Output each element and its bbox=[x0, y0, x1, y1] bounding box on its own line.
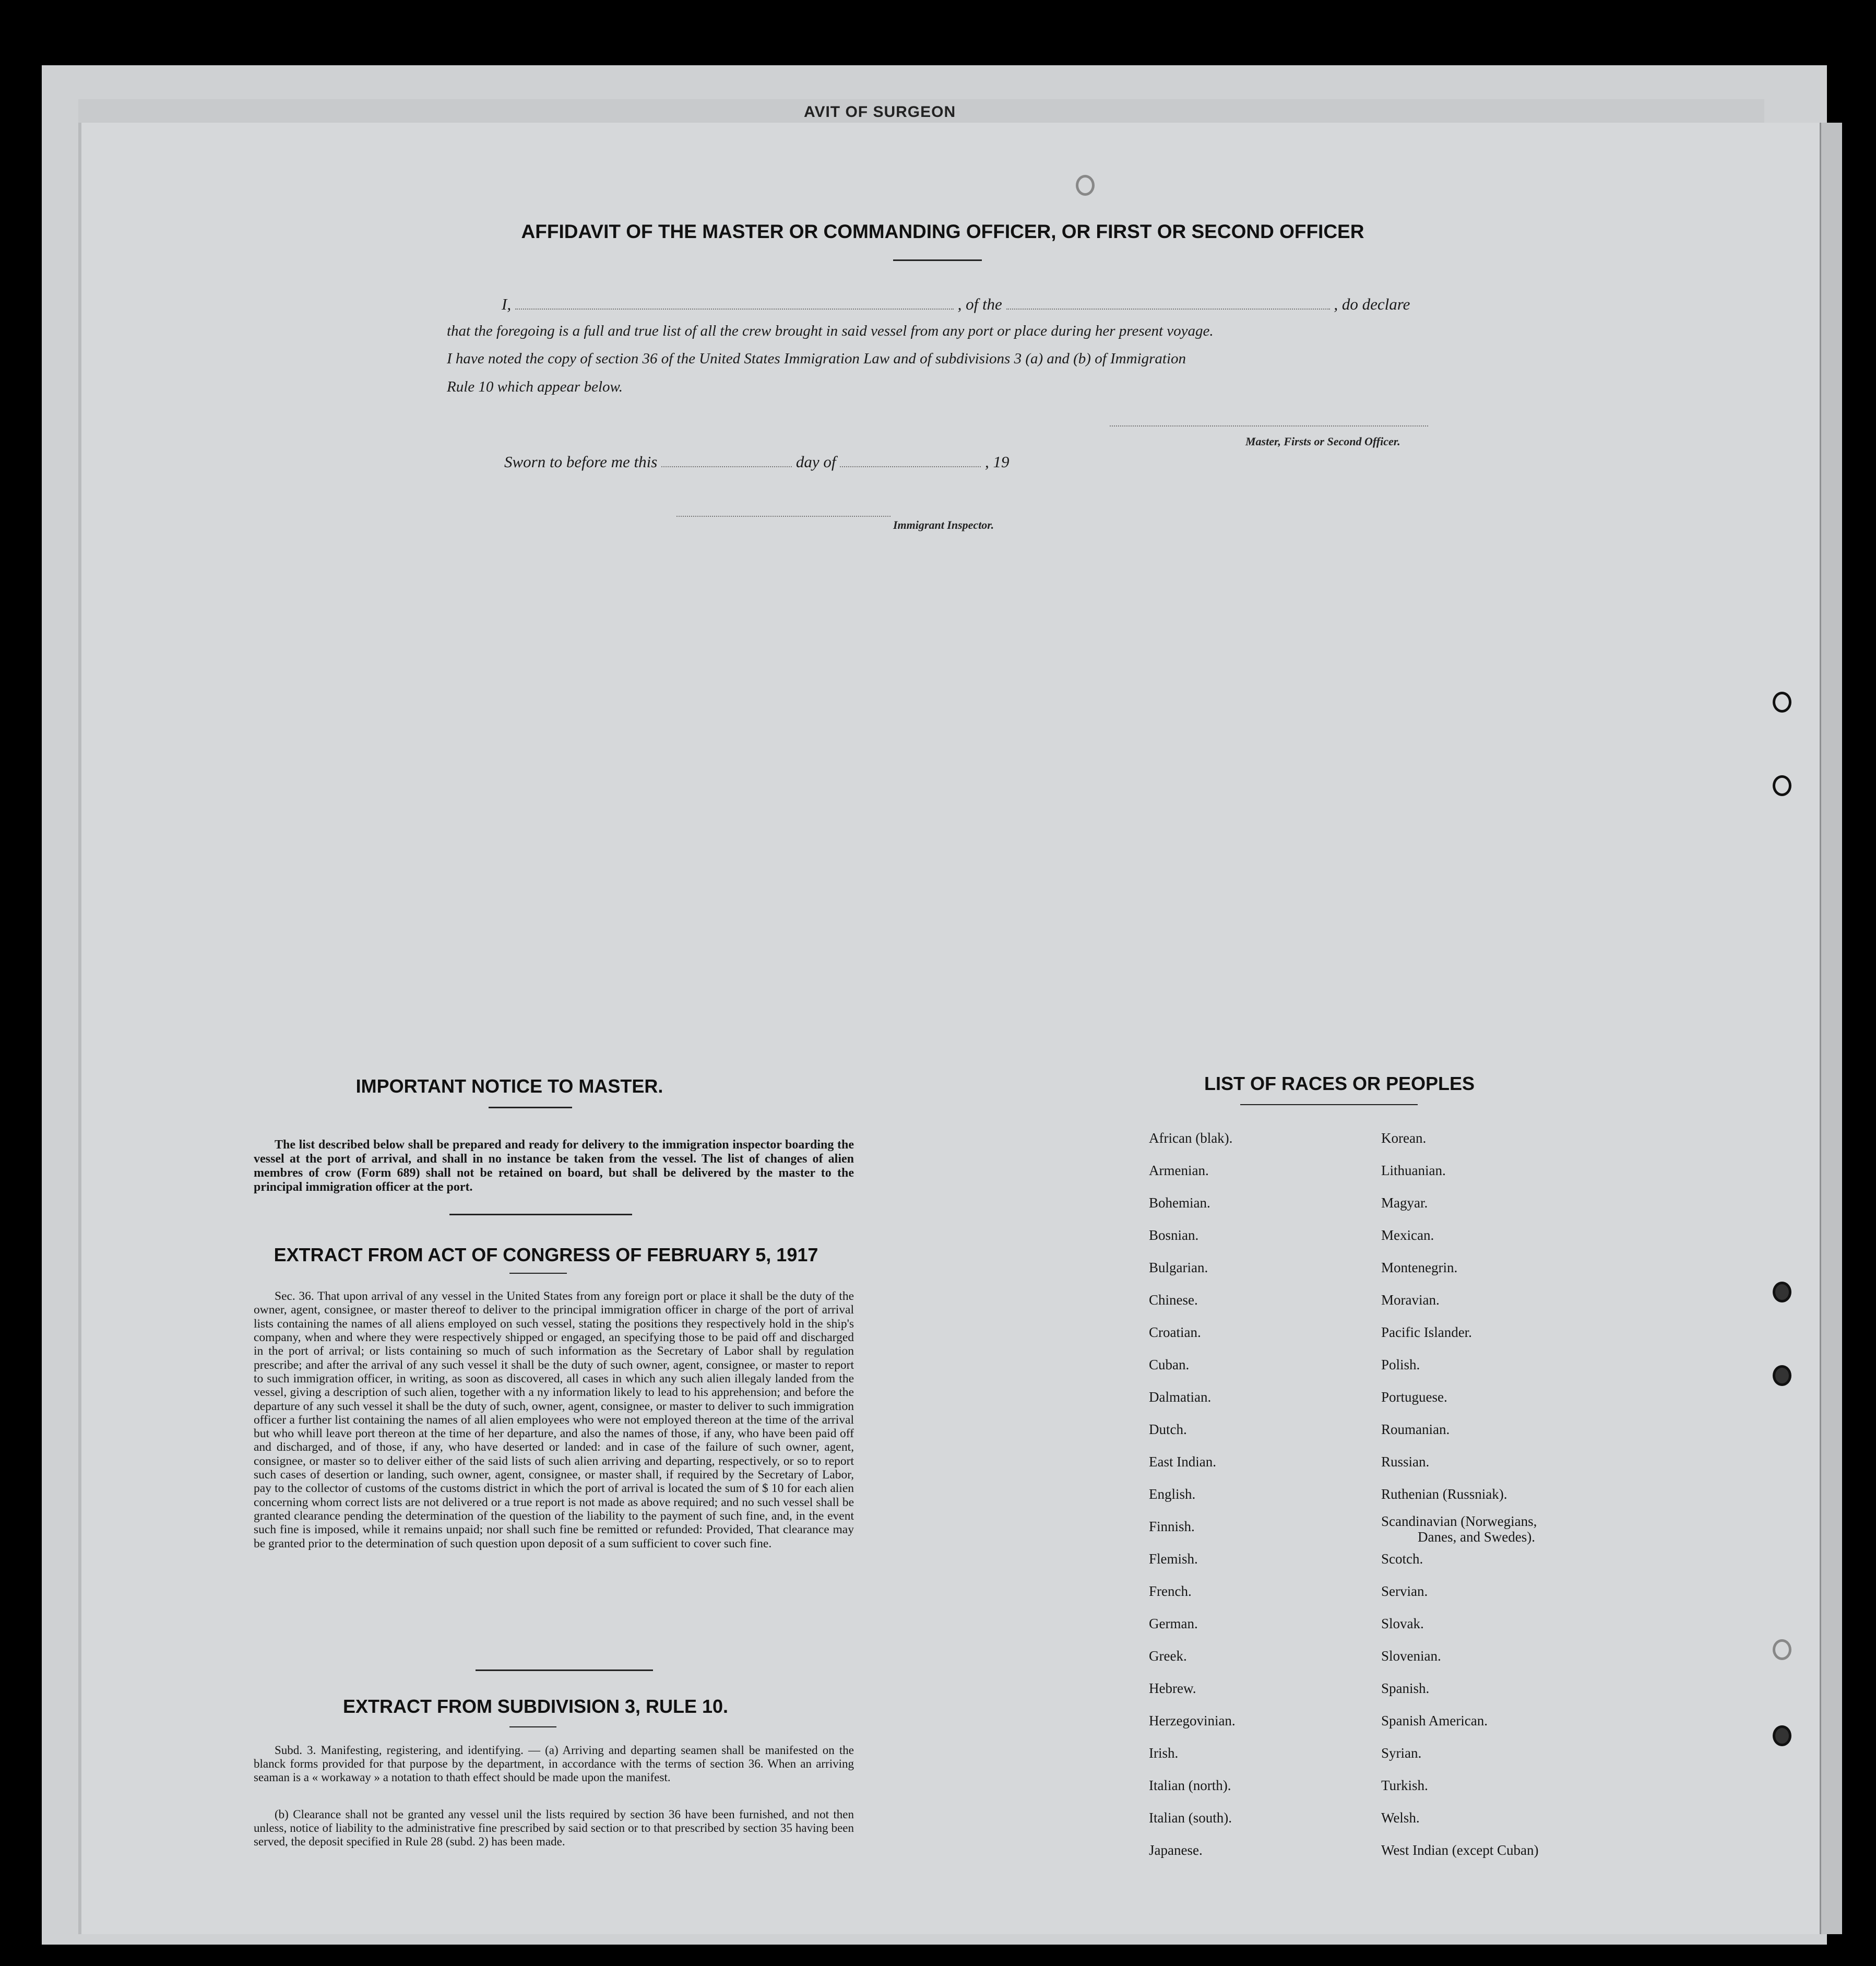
race-left-14: Flemish. bbox=[1149, 1551, 1198, 1567]
binder-hole-1 bbox=[1773, 692, 1791, 713]
race-left-21: Italian (north). bbox=[1149, 1778, 1231, 1793]
notice-end-rule bbox=[449, 1214, 632, 1215]
notice-body: The list described below shall be prepared and ready for delivery to the immigration inspector boarding the vessel at the port of arrival, and shall in no instance be taken from the vessel. The list of changes of alien membres of crow (Form 689) shall not be retained on board, but shall be delivered by the master to the principal immigration officer at the port. bbox=[254, 1138, 854, 1194]
race-left-22: Italian (south). bbox=[1149, 1810, 1232, 1826]
affidavit-of-the: , of the bbox=[957, 295, 1002, 313]
extract-rule-body-b: (b) Clearance shall not be granted any vessel unil the lists required by section 36 have been furnished, and not then unless, notice of liability to the administrative fine prescribed by said section or to that prescribed by section 35 having been served, the deposit specified in Rule 28 (subd. 2) has been made. bbox=[254, 1808, 854, 1848]
notice-title: IMPORTANT NOTICE TO MASTER. bbox=[355, 1075, 663, 1097]
binder-hole-3 bbox=[1773, 1282, 1791, 1302]
race-right-3: Magyar. bbox=[1381, 1195, 1428, 1211]
signature-line bbox=[1110, 425, 1428, 427]
signature-caption: Master, Firsts or Second Officer. bbox=[1245, 435, 1400, 448]
extract-act-title-rule bbox=[509, 1273, 567, 1274]
notice-title-rule bbox=[489, 1107, 572, 1108]
race-right-1: Korean. bbox=[1381, 1130, 1427, 1146]
race-right-4: Mexican. bbox=[1381, 1227, 1434, 1243]
race-left-23: Japanese. bbox=[1149, 1842, 1203, 1858]
race-left-12: English. bbox=[1149, 1486, 1196, 1502]
race-right-7: Pacific Islander. bbox=[1381, 1324, 1472, 1340]
affidavit-line-4: Rule 10 which appear below. bbox=[447, 378, 623, 395]
extract-act-title: EXTRACT FROM ACT OF CONGRESS OF FEBRUARY 5, 1917 bbox=[274, 1244, 818, 1265]
sworn-line bbox=[504, 453, 1009, 471]
punch-hole-top bbox=[1076, 175, 1095, 196]
binder-hole-5 bbox=[1773, 1639, 1791, 1660]
race-left-10: Dutch. bbox=[1149, 1422, 1187, 1437]
name-blank bbox=[515, 297, 954, 310]
day-blank bbox=[661, 455, 792, 467]
month-blank bbox=[840, 455, 981, 467]
folded-sheet-heading: AVIT OF SURGEON bbox=[804, 103, 956, 121]
page-right-edge bbox=[1820, 123, 1842, 1934]
inspector-caption: Immigrant Inspector. bbox=[893, 518, 994, 531]
race-right-2: Lithuanian. bbox=[1381, 1163, 1446, 1178]
race-left-7: Croatian. bbox=[1149, 1324, 1201, 1340]
race-right-12: Ruthenian (Russniak). bbox=[1381, 1486, 1507, 1502]
affidavit-title-rule bbox=[893, 259, 982, 261]
race-left-2: Armenian. bbox=[1149, 1163, 1209, 1178]
races-title-rule bbox=[1240, 1104, 1418, 1105]
vessel-blank bbox=[1006, 297, 1330, 310]
race-left-18: Hebrew. bbox=[1149, 1680, 1196, 1696]
race-right-14: Scotch. bbox=[1381, 1551, 1423, 1567]
affidavit-line-3: I have noted the copy of section 36 of the United States Immigration Law and of subdivisions 3 (a) and (b) of Immigration bbox=[447, 350, 1186, 367]
sworn-year: , 19 bbox=[984, 453, 1010, 471]
affidavit-title: AFFIDAVIT OF THE MASTER OR COMMANDING OFFICER, OR FIRST OR SECOND OFFICER bbox=[521, 221, 1364, 242]
sworn-day-of: day of bbox=[795, 453, 836, 471]
race-right-10: Roumanian. bbox=[1381, 1422, 1450, 1437]
affidavit-line-1 bbox=[502, 295, 1410, 314]
race-right-15: Servian. bbox=[1381, 1583, 1428, 1599]
race-left-19: Herzegovinian. bbox=[1149, 1713, 1236, 1728]
affidavit-declare: , do declare bbox=[1334, 295, 1410, 313]
race-left-1: African (blak). bbox=[1149, 1130, 1233, 1146]
race-right-13: Scandinavian (Norwegians, bbox=[1381, 1513, 1537, 1529]
race-left-6: Chinese. bbox=[1149, 1292, 1198, 1308]
race-right-9: Portuguese. bbox=[1381, 1389, 1447, 1405]
race-right-13b: Danes, and Swedes). bbox=[1418, 1529, 1535, 1545]
affidavit-i: I, bbox=[502, 295, 512, 313]
race-right-22: Welsh. bbox=[1381, 1810, 1420, 1826]
race-left-17: Greek. bbox=[1149, 1648, 1187, 1664]
race-right-20: Syrian. bbox=[1381, 1745, 1422, 1761]
race-left-16: German. bbox=[1149, 1616, 1198, 1631]
race-left-20: Irish. bbox=[1149, 1745, 1179, 1761]
race-left-8: Cuban. bbox=[1149, 1357, 1190, 1372]
race-right-11: Russian. bbox=[1381, 1454, 1430, 1470]
binder-hole-6 bbox=[1773, 1725, 1791, 1746]
race-right-23: West Indian (except Cuban) bbox=[1381, 1842, 1539, 1858]
inspector-signature-line bbox=[676, 516, 890, 517]
race-left-15: French. bbox=[1149, 1583, 1192, 1599]
race-right-17: Slovenian. bbox=[1381, 1648, 1441, 1664]
races-title: LIST OF RACES OR PEOPLES bbox=[1204, 1073, 1475, 1094]
race-right-18: Spanish. bbox=[1381, 1680, 1430, 1696]
race-right-6: Moravian. bbox=[1381, 1292, 1440, 1308]
extract-rule-body-a: Subd. 3. Manifesting, registering, and identifying. — (a) Arriving and departing seamen shall be manifested on the blanck forms provided for that purpose by the department, in accordance with the terms of section 36. When an arriving seaman is a « workaway » a notation to thath effect should be made upon the manifest. bbox=[254, 1744, 854, 1784]
extract-act-end-rule bbox=[476, 1669, 653, 1671]
race-left-3: Bohemian. bbox=[1149, 1195, 1210, 1211]
extract-rule-title: EXTRACT FROM SUBDIVISION 3, RULE 10. bbox=[342, 1696, 729, 1717]
document-page bbox=[78, 123, 1820, 1934]
binder-hole-4 bbox=[1773, 1365, 1791, 1386]
race-left-5: Bulgarian. bbox=[1149, 1260, 1208, 1275]
race-right-19: Spanish American. bbox=[1381, 1713, 1488, 1728]
race-left-4: Bosnian. bbox=[1149, 1227, 1199, 1243]
race-right-8: Polish. bbox=[1381, 1357, 1420, 1372]
extract-act-body: Sec. 36. That upon arrival of any vessel in the United States from any foreign port or place it shall be the duty of the owner, agent, consignee, or master thereof to deliver to the principal immigration officer in charge of the port of arrival lists containing the names of all aliens employed on such vessel, stating the positions they respectively hold in the ship's company, when and where they were respectively shipped or engaged, an specifying those to be paid off and discharged in the port of arrival; or lists containing so much of such information as the Secretary of Labor shall by regulation prescribe; and after the arrival of any such vessel it shall be the duty of such owner, agent, consignee, or master to report to such immigration officer, in writing, as soon as discovered, all cases in which any such alien illegaly landed from the vessel, giving a description of such alien, together with a ny information likely to lead to his apprehension; and before the departure of any such vessel it shall be the duty of such, owner, agent, consignee, or master to deliver to such immigration officer a further list containing the names of all alien employees who were not employed thereon at the time of the arrival but who whill leave port thereon at the time of her departure, and also the names of those, if any, who have been paid off and discharged, and of those, if any, who have deserted or landed: and in case of the failure of such owner, agent, consignee, or master so to deliver either of the said lists of such alien arriving and departing, respectively, or so to report such cases of desertion or landing, such owner, agent, consignee, or master shall, if required by the Secretary of Labor, pay to the collector of customs of the customs district in which the port of arrival is located the sum of $ 10 for each alien concerning whom correct lists are not delivered or a true report is not made as above required; and no such vessel shall be granted clearance pending the determination of the question of the liability to the payment of such fine, and, in the event such fine is imposed, while it remains unpaid; nor shall such fine be remitted or refunded: Provided, That clearance may be granted prior to the determination of such question upon deposit of a sum sufficient to cover such fine. bbox=[254, 1289, 854, 1550]
race-right-5: Montenegrin. bbox=[1381, 1260, 1458, 1275]
race-left-9: Dalmatian. bbox=[1149, 1389, 1212, 1405]
race-left-11: East Indian. bbox=[1149, 1454, 1216, 1470]
extract-rule-title-rule bbox=[509, 1726, 556, 1727]
binder-hole-2 bbox=[1773, 775, 1791, 796]
sworn-prefix: Sworn to before me this bbox=[504, 453, 658, 471]
affidavit-line-2: that the foregoing is a full and true list of all the crew brought in said vessel from any port or place during her present voyage. bbox=[447, 323, 1214, 339]
race-right-21: Turkish. bbox=[1381, 1778, 1428, 1793]
race-right-16: Slovak. bbox=[1381, 1616, 1424, 1631]
race-left-13: Finnish. bbox=[1149, 1519, 1195, 1534]
